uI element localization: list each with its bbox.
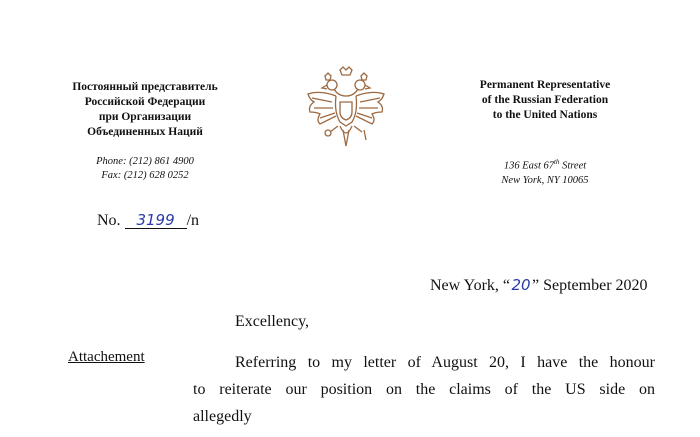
reference-number — [97, 212, 199, 230]
attachment-label: Attachement — [68, 349, 145, 365]
body-line-1: Referring to my letter of August 20, I have the honour — [235, 354, 655, 371]
header-russian-line2: Российской Федерации — [84, 96, 206, 108]
header-russian-line1: Постоянный представитель — [72, 81, 218, 93]
city-address: New York, NY 10065 — [501, 174, 589, 186]
header-english-line2: of the Russian Federation — [481, 94, 609, 106]
header-english — [445, 78, 645, 123]
date-line — [430, 276, 648, 295]
reference-handwritten-number: 3199 — [125, 212, 187, 229]
header-russian-line3: при Организации — [98, 111, 192, 123]
header-russian — [50, 80, 240, 140]
phone-number: Phone: (212) 861 4900 — [96, 156, 194, 167]
contact-address — [465, 155, 625, 188]
street-number: 136 East 67 — [503, 160, 554, 172]
date-rest: ” September 2020 — [532, 277, 648, 294]
header-english-line1: Permanent Representative — [479, 79, 611, 91]
coat-of-arms-icon — [300, 66, 392, 150]
header-english-line3: to the United Nations — [492, 109, 598, 121]
reference-suffix: /n — [186, 212, 200, 229]
street-address — [465, 155, 625, 174]
street-name: Street — [559, 160, 587, 172]
street-suffix: th — [553, 158, 560, 166]
header-russian-line4: Объединенных Наций — [87, 126, 203, 138]
date-city: New York, “ — [430, 277, 510, 294]
salutation: Excellency, — [235, 313, 310, 330]
body-line-2: to reiterate our position on the claims of the US side on allegedly — [193, 381, 655, 425]
contact-phone-fax — [50, 155, 240, 183]
date-handwritten-day: 20 — [511, 276, 531, 294]
fax-number: Fax: (212) 628 0252 — [101, 170, 189, 181]
reference-prefix: No. — [97, 212, 121, 229]
